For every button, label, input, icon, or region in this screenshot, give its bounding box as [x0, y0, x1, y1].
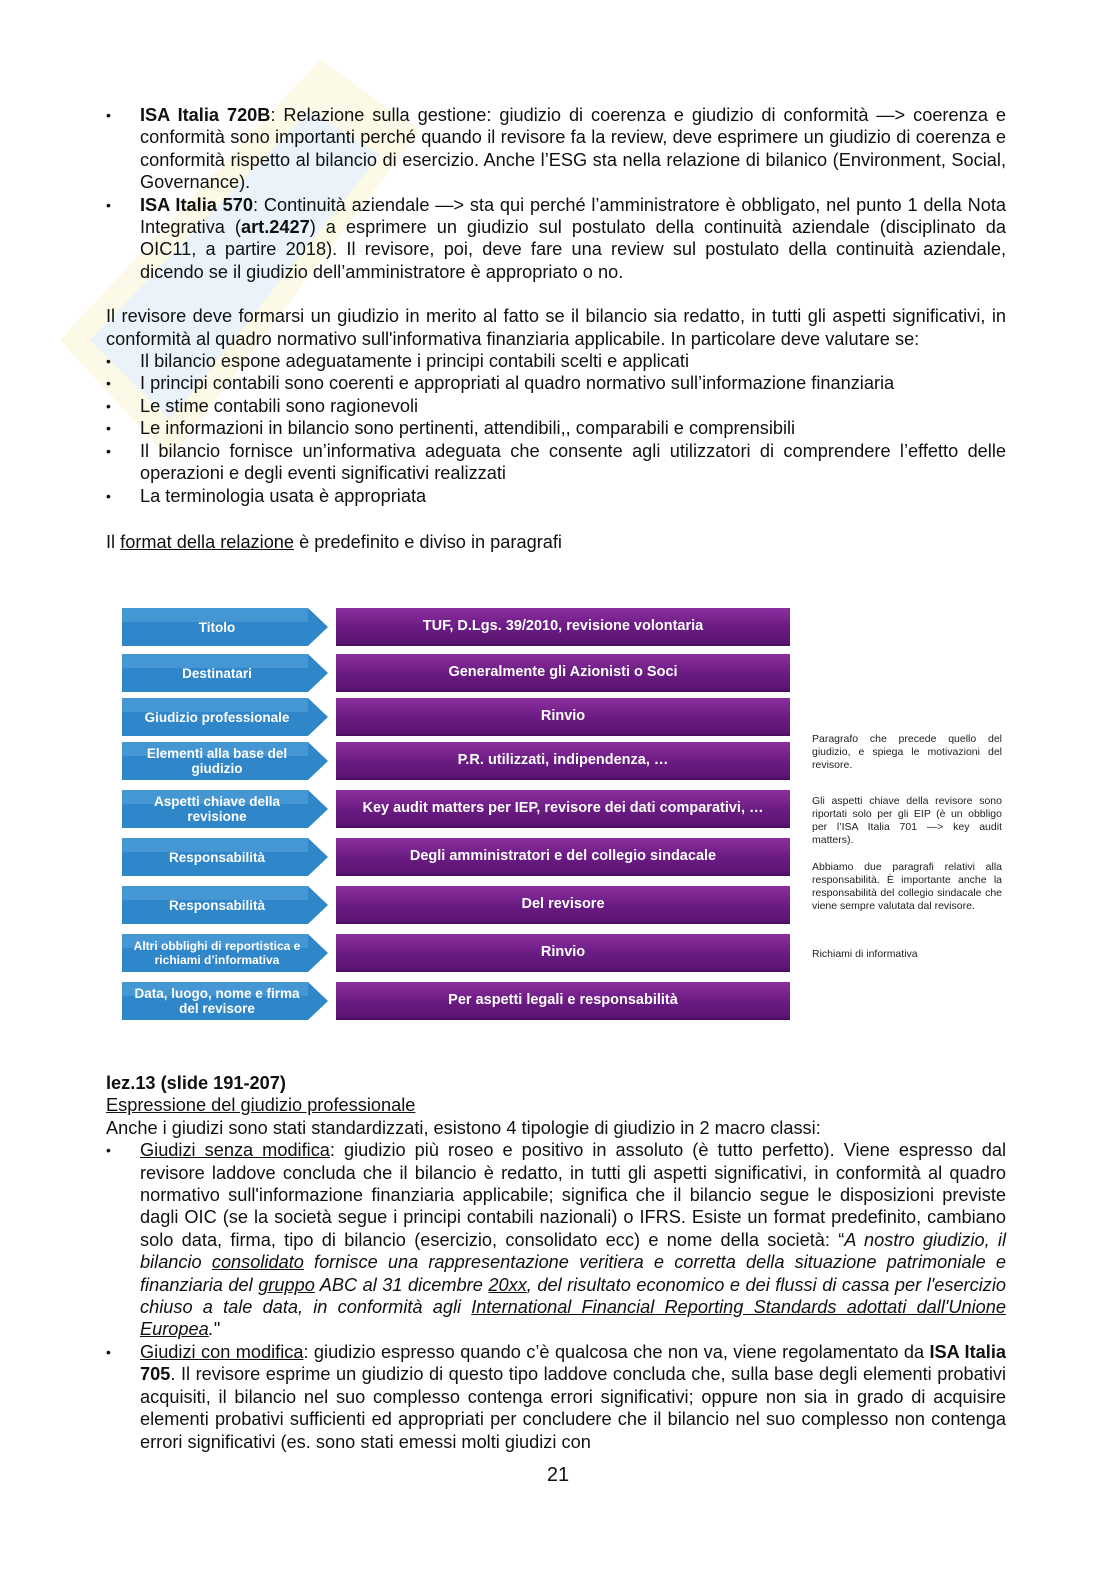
top-content — [106, 104, 1006, 553]
diagram-right-box: Del revisore — [336, 886, 790, 924]
isa-bullet-list — [106, 104, 1006, 283]
list-item: • Il bilancio fornisce un’informativa adeguata che consente agli utilizzatori di comprendere l’effetto delle operazioni e degli eventi significativi realizzati — [106, 440, 1006, 485]
diagram-left-arrow: Aspetti chiave della revisione — [122, 790, 328, 828]
diagram-left-arrow: Altri obblighi di reportistica e richiami d’informativa — [122, 934, 328, 972]
format-link-text: format della relazione — [120, 531, 295, 552]
diagram-row — [122, 934, 790, 972]
format-line: Il format della relazione è predefinito e diviso in paragrafi — [106, 531, 562, 552]
diagram-row — [122, 838, 790, 876]
list-item: • Il bilancio espone adeguatamente i principi contabili scelti e applicati — [106, 350, 1006, 372]
diagram-row — [122, 790, 790, 828]
diagram-left-arrow: Responsabilità — [122, 838, 328, 876]
list-item: • Giudizi con modifica: giudizio espresso quando c’è qualcosa che non va, viene regolamentato da ISA Italia 705. Il revisore esprime un giudizio di questo tipo laddove concluda che, sulla base degli elementi probativi acquisiti, il bilancio nel suo complesso contenga errori significativi; oppure non sia in grado di acquisire elementi probativi sufficienti ed appropriati per concludere che il bilancio nel suo complesso non contenga errori significativi (es. sono stati emessi molti giudizi con — [106, 1341, 1006, 1453]
diagram-right-box: Per aspetti legali e responsabilità — [336, 982, 790, 1020]
diagram-left-arrow: Giudizio professionale — [122, 698, 328, 736]
diagram-row — [122, 742, 790, 780]
side-note: Paragrafo che precede quello del giudizio, e spiega le motivazioni del revisore. — [812, 733, 1002, 771]
diagram-row — [122, 698, 790, 736]
judgement-list — [106, 1139, 1006, 1453]
list-item: • Giudizi senza modifica: giudizio più roseo e positivo in assoluto (è tutto perfetto). Viene espresso dal revisore laddove concluda che il bilancio è redatto, in tutti gli aspetti significativi, in conformità al quadro normativo sull'informazione finanziaria applicabile; significa che il bilancio segue le disposizioni previste dagli OIC (se la società segue i principi contabili nazionali) o IFRS. Esiste un format predefinito, cambiano solo data, firma, tipo di bilancio (esercizio, consolidato ecc) e nome della società: “A nostro giudizio, il bilancio consolidato fornisce una rappresentazione veritiera e corretta della situazione patrimoniale e finanziaria del gruppo ABC al 31 dicembre 20xx, del risultato economico e dei flussi di cassa per l'esercizio chiuso a tale data, in conformità agli International Financial Reporting Standards adottati dall'Unione Europea." — [106, 1139, 1006, 1341]
diagram-left-arrow: Data, luogo, nome e firma del revisore — [122, 982, 328, 1020]
list-item: • Le informazioni in bilancio sono pertinenti, attendibili,, comparabili e comprensibili — [106, 417, 1006, 439]
diagram-left-arrow: Destinatari — [122, 654, 328, 692]
diagram-left-arrow: Elementi alla base del giudizio — [122, 742, 328, 780]
list-item: • ISA Italia 570: Continuità aziendale —> sta qui perché l’amministratore è obbligato, nel punto 1 della Nota Integrativa (art.2427) a esprimere un giudizio sul postulato della continuità aziendale (disciplinato da OIC11, a partire 2018). Il revisore, poi, deve fare una review sul postulato della continuità aziendale, dicendo se il giudizio dell’amministratore è appropriato o no. — [106, 194, 1006, 284]
diagram-left-arrow: Titolo — [122, 608, 328, 646]
list-item: • I principi contabili sono coerenti e appropriati al quadro normativo sull’informazione finanziaria — [106, 372, 1006, 394]
side-note: Gli aspetti chiave della revisore sono riportati solo per gli EIP (è un obbligo per l’ISA Italia 701 —> key audit matters). — [812, 795, 1002, 846]
list-item: • ISA Italia 720B: Relazione sulla gestione: giudizio di coerenza e giudizio di conformità —> coerenza e conformità sono importanti perché quando il revisore fa la review, deve esprimere un giudizio di coerenza e conformità rispetto al bilancio di esercizio. Anche l’ESG sta nella relazione di bilanico (Environment, Social, Governance). — [106, 104, 1006, 194]
intro-paragraph: Il revisore deve formarsi un giudizio in merito al fatto se il bilancio sia redatto, in tutti gli aspetti significativi, in conformità al quadro normativo sull'informativa finanziaria applicabile. In particolare deve valutare se: — [106, 306, 1006, 349]
diagram-row — [122, 654, 790, 692]
lesson-section — [106, 1072, 1006, 1453]
diagram-right-box: Key audit matters per IEP, revisore dei dati comparativi, … — [336, 790, 790, 828]
page-number: 21 — [546, 1464, 570, 1486]
diagram-left-arrow: Responsabilità — [122, 886, 328, 924]
diagram-row — [122, 982, 790, 1020]
report-format-diagram — [122, 608, 790, 1020]
lesson-heading: lez.13 (slide 191-207) — [106, 1073, 286, 1093]
diagram-right-box: P.R. utilizzati, indipendenza, … — [336, 742, 790, 780]
lesson-intro: Anche i giudizi sono stati standardizzati, esistono 4 tipologie di giudizio in 2 macro classi: — [106, 1117, 821, 1138]
lesson-subheading: Espressione del giudizio professionale — [106, 1095, 416, 1116]
diagram-right-box: Generalmente gli Azionisti o Soci — [336, 654, 790, 692]
diagram-row — [122, 608, 790, 646]
side-note: Abbiamo due paragrafi relativi alla responsabilità. È importante anche la responsabilità del collegio sindacale che viene sempre valutata dal revisore. — [812, 861, 1002, 912]
diagram-row — [122, 886, 790, 924]
list-item: • La terminologia usata è appropriata — [106, 485, 1006, 507]
checks-list — [106, 350, 1006, 507]
list-item: • Le stime contabili sono ragionevoli — [106, 395, 1006, 417]
diagram-right-box: Degli amministratori e del collegio sindacale — [336, 838, 790, 876]
diagram-right-box: TUF, D.Lgs. 39/2010, revisione volontaria — [336, 608, 790, 646]
side-note: Richiami di informativa — [812, 948, 918, 960]
diagram-right-box: Rinvio — [336, 934, 790, 972]
diagram-right-box: Rinvio — [336, 698, 790, 736]
